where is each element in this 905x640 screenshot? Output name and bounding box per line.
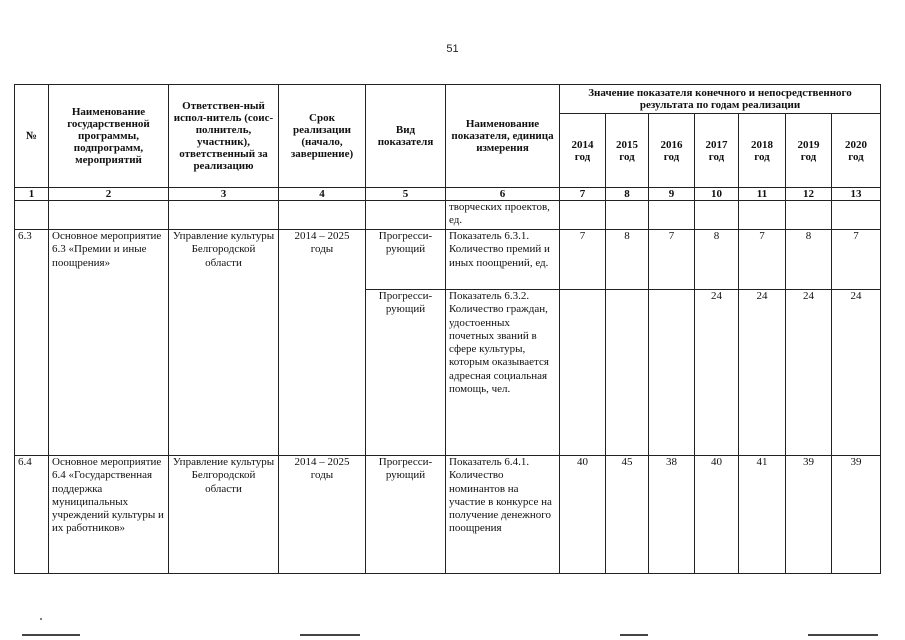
continuation-row [15,201,881,230]
scan-artifact-line [300,634,360,636]
column-number: 11 [739,188,786,201]
row-number: 6.3 [15,230,49,456]
indicator-value: 7 [739,230,786,290]
indicator-value [560,290,606,456]
header-num: № [15,85,49,188]
indicator-kind: Прогресси-рующий [366,456,446,574]
indicator-value: 7 [649,230,695,290]
scan-artifact-line [808,634,878,636]
indicator-value: 40 [695,456,739,574]
indicator-value: 39 [786,456,832,574]
indicator-value: 7 [560,230,606,290]
indicator-value: 8 [606,230,649,290]
header-responsible: Ответствен-ный испол-нитель (соис-полнитель, участник), ответственный за реализацию [169,85,279,188]
column-number: 8 [606,188,649,201]
table-row [15,230,881,290]
header-year: 2014 год [560,114,606,188]
indicator-kind: Прогресси-рующий [366,290,446,456]
header-indicator: Наименование показателя, единица измерения [446,85,560,188]
indicators-table [14,84,881,574]
column-number: 2 [49,188,169,201]
indicator-value: 40 [560,456,606,574]
column-number: 12 [786,188,832,201]
column-number: 9 [649,188,695,201]
header-year: 2017 год [695,114,739,188]
implementation-period: 2014 – 2025 годы [279,456,366,574]
activity-name: Основное мероприятие 6.3 «Премии и иные поощрения» [49,230,169,456]
column-number: 7 [560,188,606,201]
indicator-name: Показатель 6.3.1. Количество премий и иных поощрений, ед. [446,230,560,290]
page-number: 51 [446,43,459,55]
header-period: Срок реализации (начало, завершение) [279,85,366,188]
indicator-value: 7 [832,230,881,290]
activity-name: Основное мероприятие 6.4 «Государственная поддержка муниципальных учреждений культуры и их работников» [49,456,169,574]
column-number: 4 [279,188,366,201]
indicator-value: 45 [606,456,649,574]
indicator-kind: Прогресси-рующий [366,230,446,290]
indicator-value [606,290,649,456]
scan-artifact-dot [40,618,42,620]
indicator-name: Показатель 6.4.1. Количество номинантов на участие в конкурсе на получение денежного поощрения [446,456,560,574]
responsible-executor: Управление культуры Белгородской области [169,456,279,574]
header-year: 2020 год [832,114,881,188]
table-row [15,456,881,574]
indicator-name: Показатель 6.3.2. Количество граждан, удостоенных почетных званий в сфере культуры, которым оказывается адресная социальная помощь, чел. [446,290,560,456]
header-year: 2018 год [739,114,786,188]
indicator-value: 38 [649,456,695,574]
column-number: 1 [15,188,49,201]
header-values-group: Значение показателя конечного и непосредственного результата по годам реализации [560,85,881,114]
indicator-value [649,290,695,456]
implementation-period: 2014 – 2025 годы [279,230,366,456]
indicator-value: 41 [739,456,786,574]
column-number: 10 [695,188,739,201]
indicator-value: 24 [832,290,881,456]
indicator-value: 8 [786,230,832,290]
responsible-executor: Управление культуры Белгородской области [169,230,279,456]
indicator-value: 24 [739,290,786,456]
continuation-text: творческих проектов, ед. [446,201,560,230]
column-numbers-row [15,188,881,201]
header-year: 2015 год [606,114,649,188]
indicator-value: 8 [695,230,739,290]
indicator-value: 24 [695,290,739,456]
header-kind: Вид показателя [366,85,446,188]
column-number: 6 [446,188,560,201]
row-number: 6.4 [15,456,49,574]
header-year: 2016 год [649,114,695,188]
scan-artifact-line [22,634,80,636]
header-year: 2019 год [786,114,832,188]
scan-artifact-line [620,634,648,636]
header-name: Наименование государственной программы, подпрограмм, мероприятий [49,85,169,188]
column-number: 5 [366,188,446,201]
indicator-value: 24 [786,290,832,456]
column-number: 13 [832,188,881,201]
column-number: 3 [169,188,279,201]
indicator-value: 39 [832,456,881,574]
